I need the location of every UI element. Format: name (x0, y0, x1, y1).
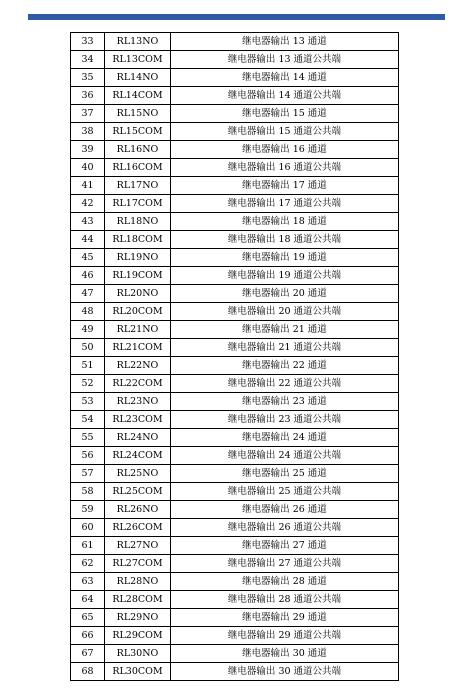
pin-number-cell: 44 (71, 231, 105, 249)
pin-name-cell: RL18COM (105, 231, 171, 249)
pin-description-cell: 继电器输出 22 通道公共端 (171, 375, 399, 393)
table-row (71, 501, 399, 519)
table-row (71, 321, 399, 339)
pin-name-cell: RL19COM (105, 267, 171, 285)
pin-number-cell: 61 (71, 537, 105, 555)
pin-description-cell: 继电器输出 16 通道 (171, 141, 399, 159)
pin-description-cell: 继电器输出 23 通道公共端 (171, 411, 399, 429)
pin-number-cell: 59 (71, 501, 105, 519)
pin-description-cell: 继电器输出 27 通道 (171, 537, 399, 555)
pin-description-cell: 继电器输出 27 通道公共端 (171, 555, 399, 573)
table-row (71, 177, 399, 195)
pin-name-cell: RL24COM (105, 447, 171, 465)
pin-name-cell: RL23COM (105, 411, 171, 429)
pin-description-cell: 继电器输出 15 通道公共端 (171, 123, 399, 141)
pin-name-cell: RL25COM (105, 483, 171, 501)
pin-definition-table (70, 32, 399, 681)
pin-description-cell: 继电器输出 30 通道 (171, 645, 399, 663)
table-row (71, 141, 399, 159)
table-row (71, 537, 399, 555)
pin-description-cell: 继电器输出 16 通道公共端 (171, 159, 399, 177)
table-row (71, 213, 399, 231)
table-row (71, 519, 399, 537)
pin-name-cell: RL23NO (105, 393, 171, 411)
pin-name-cell: RL30COM (105, 663, 171, 681)
pin-name-cell: RL29COM (105, 627, 171, 645)
table-row (71, 573, 399, 591)
pin-number-cell: 48 (71, 303, 105, 321)
pin-name-cell: RL22NO (105, 357, 171, 375)
pin-description-cell: 继电器输出 23 通道 (171, 393, 399, 411)
pin-number-cell: 45 (71, 249, 105, 267)
pin-name-cell: RL28NO (105, 573, 171, 591)
header-accent-bar (28, 14, 445, 20)
pin-number-cell: 58 (71, 483, 105, 501)
pin-number-cell: 47 (71, 285, 105, 303)
table-row (71, 465, 399, 483)
pin-name-cell: RL25NO (105, 465, 171, 483)
pin-name-cell: RL21NO (105, 321, 171, 339)
pin-number-cell: 33 (71, 33, 105, 51)
pin-number-cell: 50 (71, 339, 105, 357)
table-row (71, 195, 399, 213)
pin-name-cell: RL14COM (105, 87, 171, 105)
pin-description-cell: 继电器输出 18 通道 (171, 213, 399, 231)
pin-name-cell: RL20COM (105, 303, 171, 321)
table-row (71, 411, 399, 429)
table-row (71, 447, 399, 465)
pin-description-cell: 继电器输出 28 通道公共端 (171, 591, 399, 609)
pin-description-cell: 继电器输出 14 通道公共端 (171, 87, 399, 105)
pin-number-cell: 56 (71, 447, 105, 465)
pin-description-cell: 继电器输出 26 通道公共端 (171, 519, 399, 537)
pin-name-cell: RL26COM (105, 519, 171, 537)
table-row (71, 375, 399, 393)
pin-number-cell: 43 (71, 213, 105, 231)
pin-number-cell: 34 (71, 51, 105, 69)
pin-number-cell: 65 (71, 609, 105, 627)
pin-name-cell: RL16NO (105, 141, 171, 159)
pin-number-cell: 68 (71, 663, 105, 681)
table-row (71, 663, 399, 681)
pin-number-cell: 67 (71, 645, 105, 663)
pin-description-cell: 继电器输出 20 通道公共端 (171, 303, 399, 321)
pin-name-cell: RL26NO (105, 501, 171, 519)
pin-number-cell: 63 (71, 573, 105, 591)
pin-name-cell: RL24NO (105, 429, 171, 447)
pin-name-cell: RL29NO (105, 609, 171, 627)
pin-description-cell: 继电器输出 21 通道公共端 (171, 339, 399, 357)
pin-description-cell: 继电器输出 19 通道公共端 (171, 267, 399, 285)
pin-description-cell: 继电器输出 17 通道公共端 (171, 195, 399, 213)
table-row (71, 591, 399, 609)
table-row (71, 159, 399, 177)
table-row (71, 627, 399, 645)
pin-description-cell: 继电器输出 13 通道公共端 (171, 51, 399, 69)
pin-name-cell: RL19NO (105, 249, 171, 267)
pin-name-cell: RL20NO (105, 285, 171, 303)
table-row (71, 339, 399, 357)
pin-name-cell: RL17NO (105, 177, 171, 195)
table-row (71, 123, 399, 141)
pin-number-cell: 37 (71, 105, 105, 123)
pin-description-cell: 继电器输出 15 通道 (171, 105, 399, 123)
pin-number-cell: 36 (71, 87, 105, 105)
pin-name-cell: RL15NO (105, 105, 171, 123)
pin-name-cell: RL27COM (105, 555, 171, 573)
pin-description-cell: 继电器输出 25 通道 (171, 465, 399, 483)
pin-number-cell: 52 (71, 375, 105, 393)
pin-description-cell: 继电器输出 26 通道 (171, 501, 399, 519)
pin-description-cell: 继电器输出 19 通道 (171, 249, 399, 267)
pin-number-cell: 51 (71, 357, 105, 375)
pin-name-cell: RL28COM (105, 591, 171, 609)
table-row (71, 357, 399, 375)
pin-number-cell: 49 (71, 321, 105, 339)
table-row (71, 555, 399, 573)
pin-name-cell: RL27NO (105, 537, 171, 555)
pin-name-cell: RL14NO (105, 69, 171, 87)
pin-description-cell: 继电器输出 24 通道 (171, 429, 399, 447)
pin-description-cell: 继电器输出 29 通道 (171, 609, 399, 627)
pin-table-body (71, 33, 399, 681)
table-row (71, 609, 399, 627)
pin-name-cell: RL17COM (105, 195, 171, 213)
pin-number-cell: 41 (71, 177, 105, 195)
table-row (71, 87, 399, 105)
pin-description-cell: 继电器输出 22 通道 (171, 357, 399, 375)
pin-number-cell: 38 (71, 123, 105, 141)
pin-number-cell: 42 (71, 195, 105, 213)
table-row (71, 285, 399, 303)
pin-name-cell: RL13NO (105, 33, 171, 51)
table-row (71, 231, 399, 249)
table-row (71, 393, 399, 411)
pin-description-cell: 继电器输出 13 通道 (171, 33, 399, 51)
pin-description-cell: 继电器输出 28 通道 (171, 573, 399, 591)
pin-name-cell: RL18NO (105, 213, 171, 231)
table-row (71, 429, 399, 447)
pin-number-cell: 66 (71, 627, 105, 645)
table-row (71, 483, 399, 501)
table-row (71, 267, 399, 285)
pin-description-cell: 继电器输出 18 通道公共端 (171, 231, 399, 249)
table-row (71, 33, 399, 51)
pin-number-cell: 40 (71, 159, 105, 177)
pin-number-cell: 35 (71, 69, 105, 87)
pin-description-cell: 继电器输出 30 通道公共端 (171, 663, 399, 681)
pin-number-cell: 46 (71, 267, 105, 285)
pin-number-cell: 39 (71, 141, 105, 159)
table-row (71, 249, 399, 267)
pin-name-cell: RL13COM (105, 51, 171, 69)
pin-description-cell: 继电器输出 25 通道公共端 (171, 483, 399, 501)
pin-number-cell: 54 (71, 411, 105, 429)
pin-number-cell: 53 (71, 393, 105, 411)
table-row (71, 51, 399, 69)
pin-number-cell: 64 (71, 591, 105, 609)
pin-number-cell: 57 (71, 465, 105, 483)
pin-description-cell: 继电器输出 20 通道 (171, 285, 399, 303)
table-row (71, 303, 399, 321)
pin-description-cell: 继电器输出 29 通道公共端 (171, 627, 399, 645)
pin-number-cell: 55 (71, 429, 105, 447)
pin-description-cell: 继电器输出 14 通道 (171, 69, 399, 87)
pin-description-cell: 继电器输出 21 通道 (171, 321, 399, 339)
table-row (71, 69, 399, 87)
pin-name-cell: RL21COM (105, 339, 171, 357)
pin-number-cell: 62 (71, 555, 105, 573)
pin-name-cell: RL16COM (105, 159, 171, 177)
pin-description-cell: 继电器输出 24 通道公共端 (171, 447, 399, 465)
pin-number-cell: 60 (71, 519, 105, 537)
table-row (71, 105, 399, 123)
pin-name-cell: RL15COM (105, 123, 171, 141)
table-row (71, 645, 399, 663)
pin-name-cell: RL30NO (105, 645, 171, 663)
pin-description-cell: 继电器输出 17 通道 (171, 177, 399, 195)
pin-name-cell: RL22COM (105, 375, 171, 393)
